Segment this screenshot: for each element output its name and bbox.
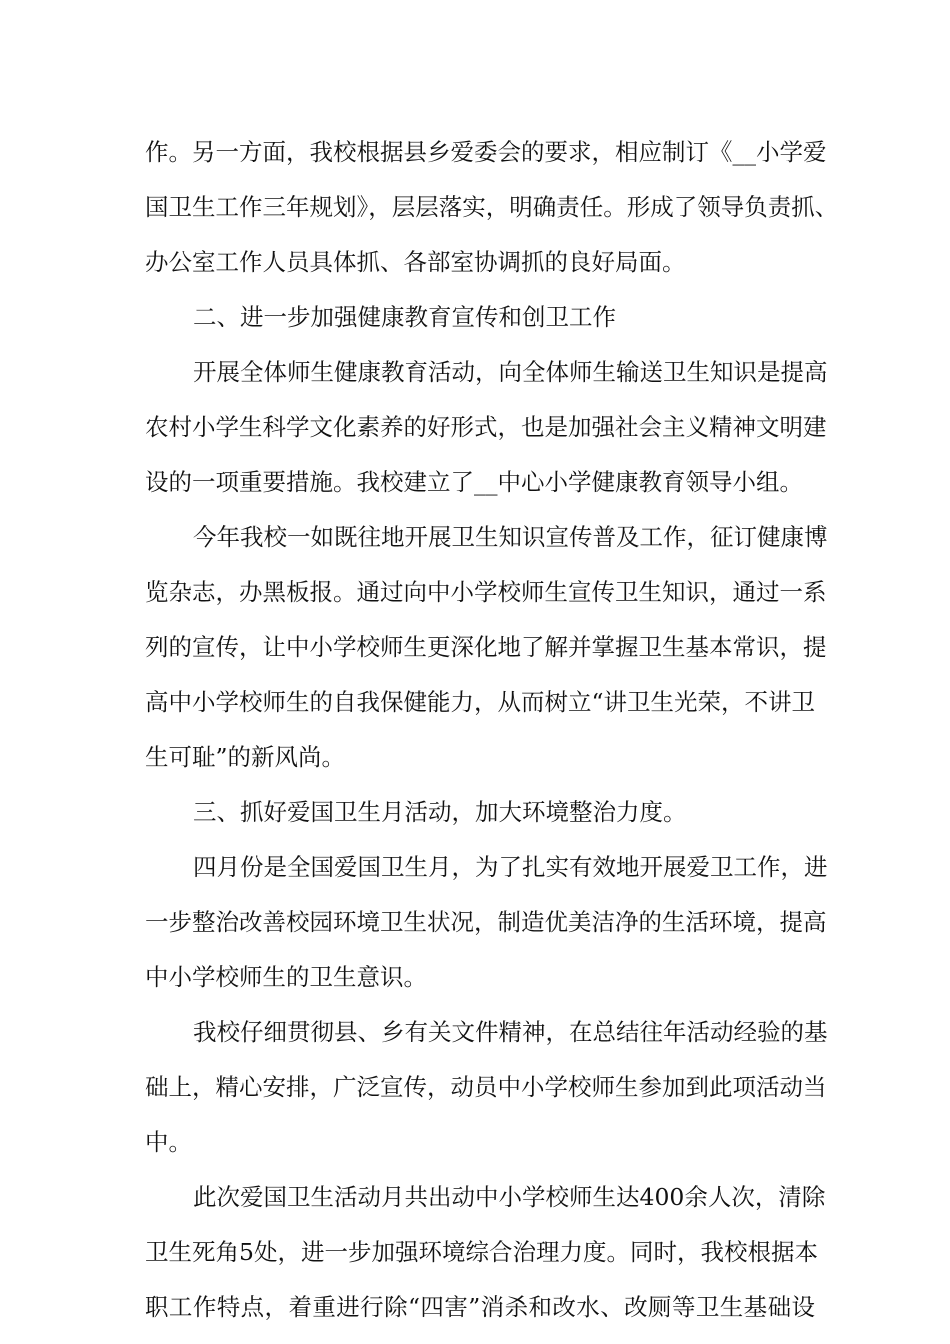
text-line: 中小学校师生的卫生意识。: [145, 963, 427, 991]
text-line: 一步整治改善校园环境卫生状况，制造优美洁净的生活环境，提高: [145, 908, 827, 936]
section-heading: 三、抓好爱国卫生月活动，加大环境整治力度。: [193, 798, 687, 826]
text-line: 国卫生工作三年规划》，层层落实，明确责任。形成了领导负责抓、: [145, 193, 839, 221]
text-line: 础上，精心安排，广泛宣传，动员中小学校师生参加到此项活动当: [145, 1073, 827, 1101]
section-heading: 二、进一步加强健康教育宣传和创卫工作: [193, 303, 616, 331]
text-line: 高中小学校师生的自我保健能力，从而树立“讲卫生光荣，不讲卫: [145, 688, 816, 716]
text-line: 览杂志，办黑板报。通过向中小学校师生宣传卫生知识，通过一系: [145, 578, 827, 606]
text-line: 今年我校一如既往地开展卫生知识宣传普及工作，征订健康博: [193, 523, 828, 551]
text-line: 列的宣传，让中小学校师生更深化地了解并掌握卫生基本常识，提: [145, 633, 827, 661]
body-text: [145, 125, 839, 1335]
text-line: 开展全体师生健康教育活动，向全体师生输送卫生知识是提高: [193, 358, 828, 386]
text-line: 四月份是全国爱国卫生月，为了扎实有效地开展爱卫工作，进: [193, 853, 828, 881]
text-line: 我校仔细贯彻县、乡有关文件精神，在总结往年活动经验的基: [193, 1018, 828, 1046]
text-line: 办公室工作人员具体抓、各部室协调抓的良好局面。: [145, 248, 686, 276]
text-line: 生可耻”的新风尚。: [145, 743, 346, 771]
text-line: 职工作特点，着重进行除“四害”消杀和改水、改厕等卫生基础设: [145, 1293, 815, 1321]
text-line: 设的一项重要措施。我校建立了__中心小学健康教育领导小组。: [145, 468, 803, 496]
text-line: 此次爱国卫生活动月共出动中小学校师生达400余人次，清除: [193, 1183, 826, 1211]
text-line: 作。另一方面，我校根据县乡爱委会的要求，相应制订《__小学爱: [145, 138, 827, 166]
text-line: 卫生死角5处，进一步加强环境综合治理力度。同时，我校根据本: [145, 1238, 818, 1266]
text-line: 中。: [145, 1128, 192, 1156]
text-line: 农村小学生科学文化素养的好形式，也是加强社会主义精神文明建: [145, 413, 827, 441]
